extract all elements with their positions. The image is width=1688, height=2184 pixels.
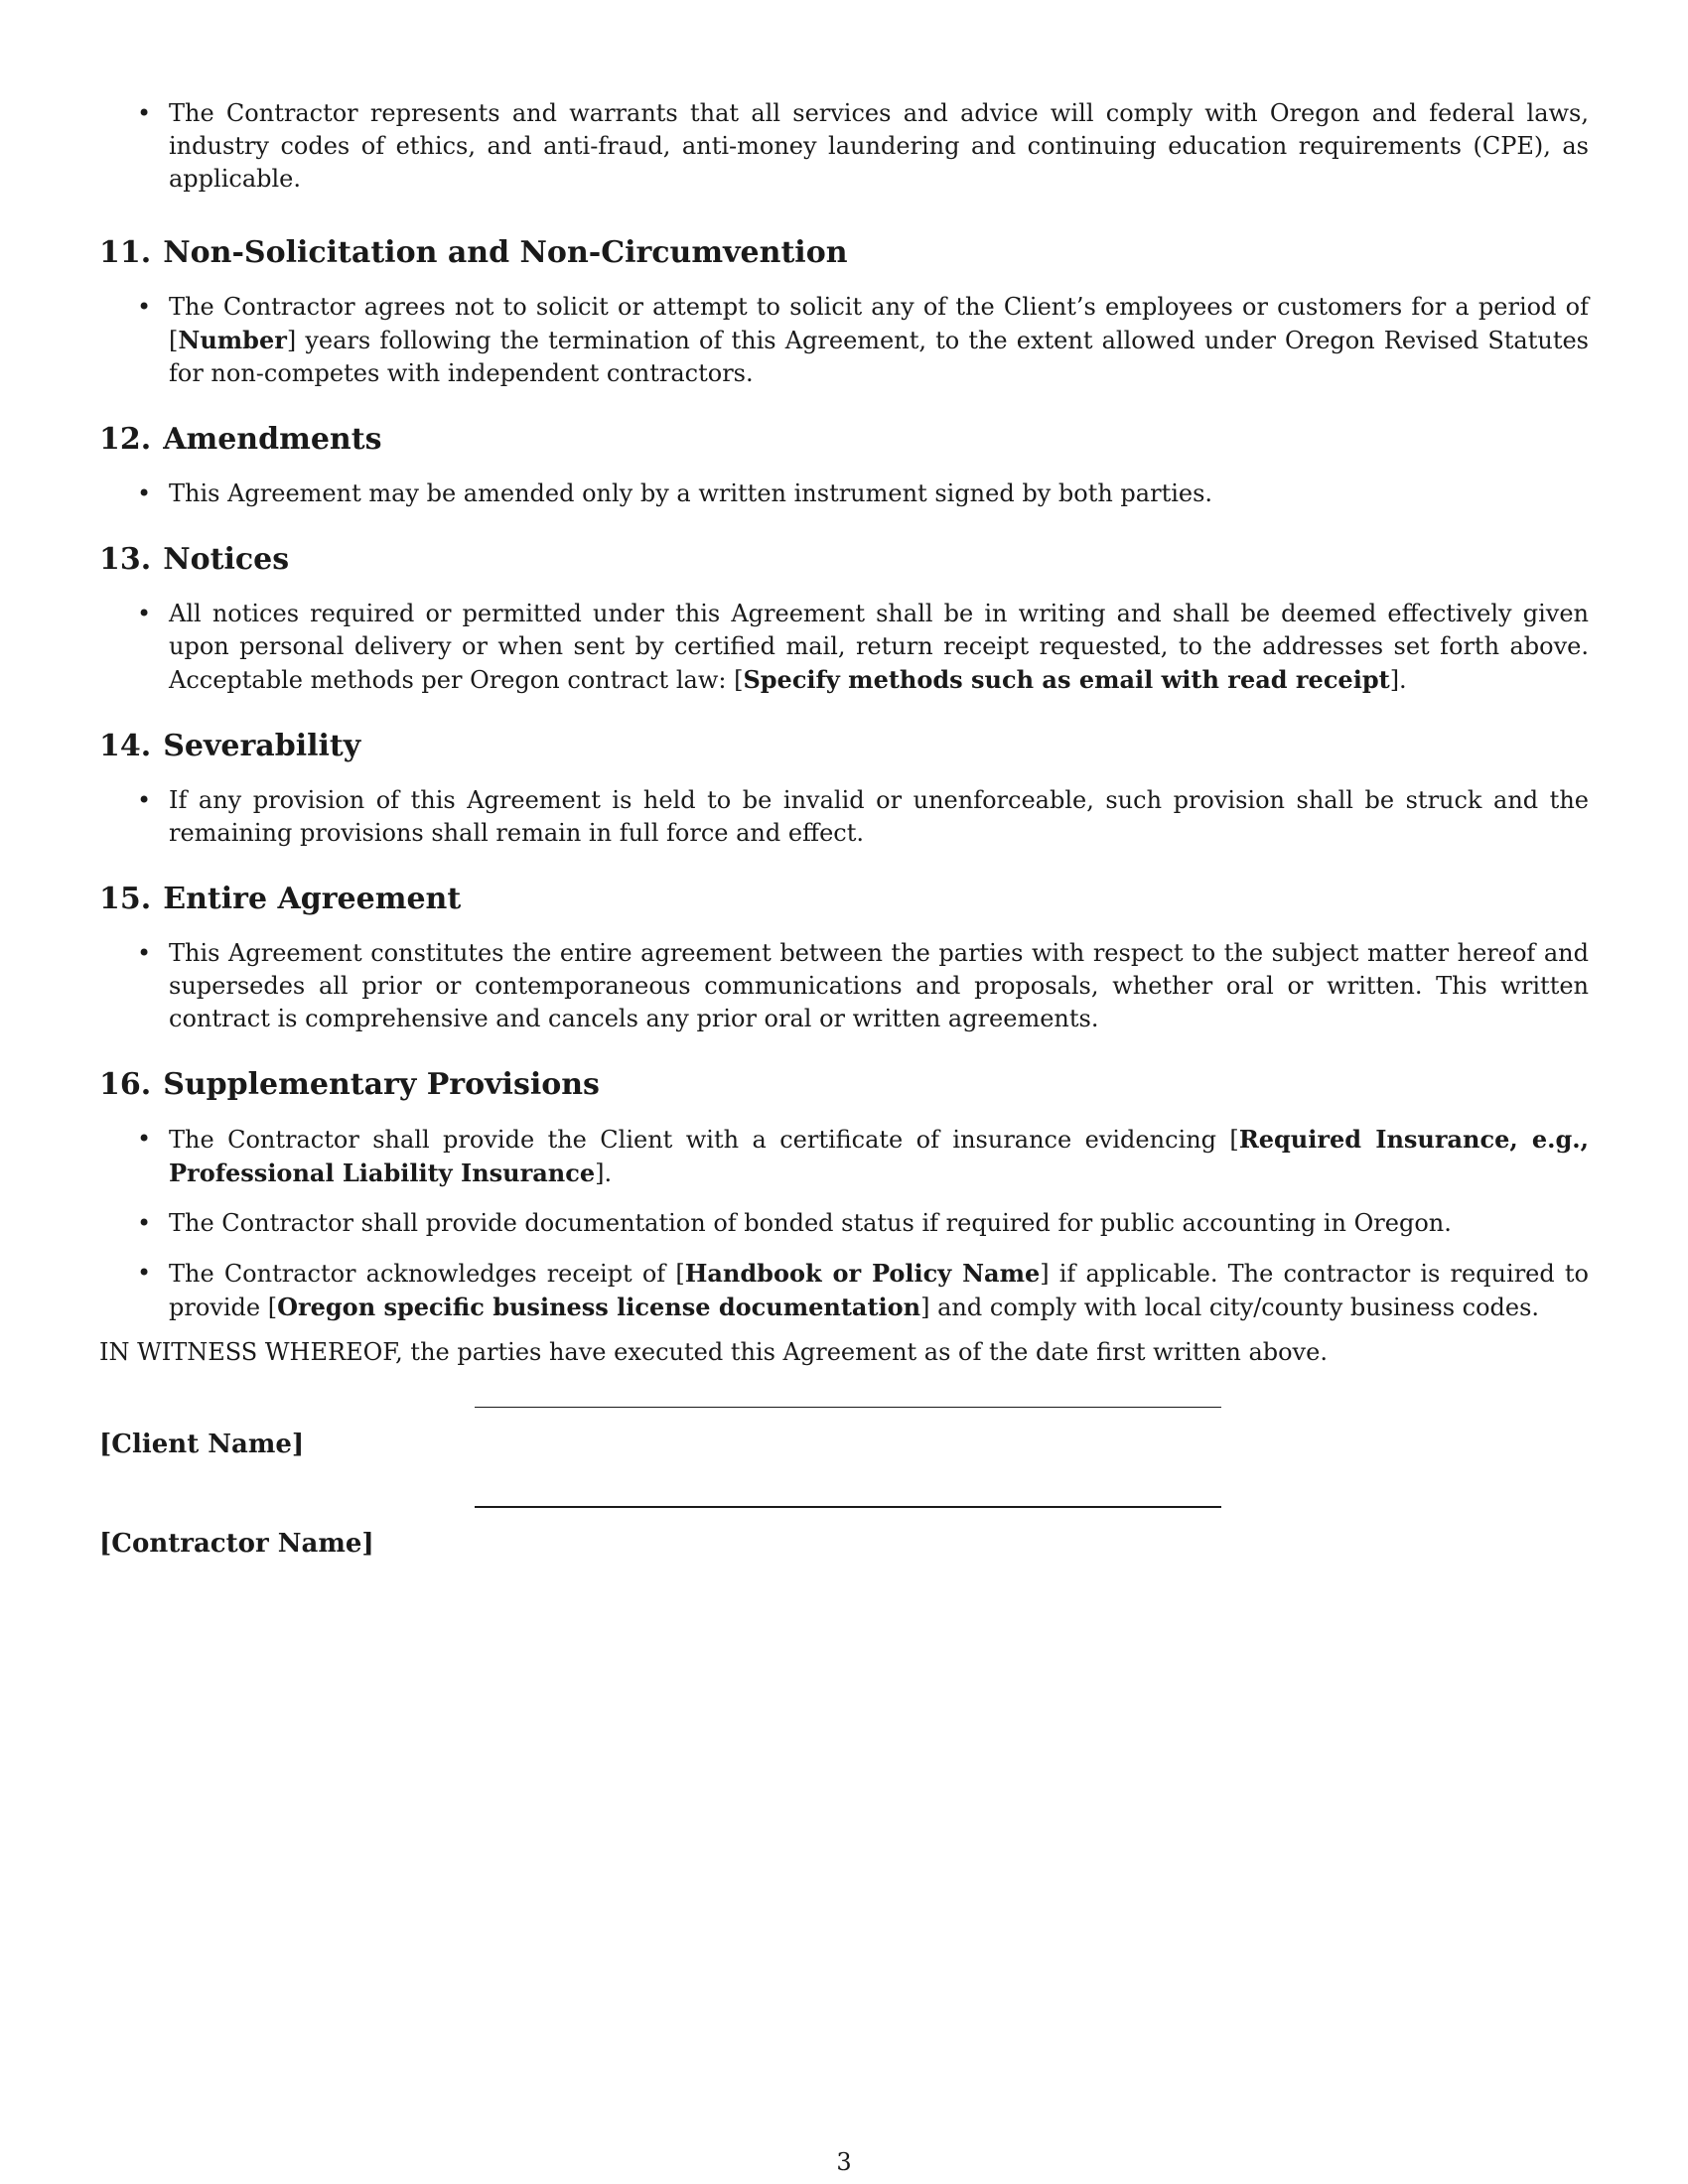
- clause-text: This Agreement may be amended only by a written instrument signed by both parties.: [169, 479, 1213, 507]
- clause-list: [99, 1123, 1589, 1324]
- page-number: 3: [836, 2148, 852, 2176]
- clause-text: [: [169, 327, 179, 354]
- section-11: [99, 233, 1589, 390]
- section-heading: [99, 880, 1589, 919]
- clause-text: All notices required or permitted under this Agreement shall be in writing and shall be deemed effectively given upon personal delivery or when sent by certified mail, return receipt requested, to the addresses set forth above. Acceptable methods per Oregon contract law: [: [169, 600, 1589, 694]
- clause-list: [99, 937, 1589, 1035]
- section-number: 15.: [99, 882, 152, 916]
- clause-text: This Agreement constitutes the entire agreement between the parties with respect to the subject matter hereof and supersedes all prior or contemporaneous communications and proposals, whether oral or written. This written contract is comprehensive and cancels any prior oral or written agreements.: [169, 939, 1589, 1032]
- clause-text: The Contractor agrees not to solicit or attempt to solicit any of the Client’s employees or customers for a period of: [169, 293, 1589, 321]
- client-signature-line: [475, 1407, 1221, 1408]
- clause-text: ] if applicable. The contractor is required to provide [: [169, 1260, 1589, 1321]
- section-heading: [99, 727, 1589, 766]
- contractor-signature-block: [99, 1506, 1589, 1605]
- list-item: [99, 1207, 1589, 1240]
- section-16: [99, 1065, 1589, 1324]
- clause-text: ].: [595, 1160, 613, 1187]
- list-item: [99, 1123, 1589, 1190]
- contractor-signature-line: [475, 1506, 1221, 1508]
- clause-text: ] and comply with local city/county business codes.: [920, 1294, 1540, 1321]
- placeholder-text: Specify methods such as email with read receipt: [743, 665, 1390, 694]
- section-15: [99, 880, 1589, 1035]
- clause-text: ].: [1389, 666, 1407, 694]
- section-number: 13.: [99, 542, 152, 577]
- section-12: [99, 420, 1589, 510]
- list-item: [99, 1257, 1589, 1324]
- list-item: [99, 598, 1589, 697]
- section-heading: [99, 420, 1589, 460]
- clause-text: The Contractor shall provide the Client with a certificate of insurance evidencing [: [169, 1126, 1239, 1154]
- placeholder-text: Oregon specific business license documentation: [277, 1293, 921, 1321]
- section-title: Notices: [163, 542, 290, 577]
- placeholder-text: Number: [178, 326, 287, 354]
- section-title: Amendments: [163, 422, 382, 457]
- section-title: Supplementary Provisions: [163, 1067, 600, 1102]
- placeholder-text: Handbook or Policy Name: [684, 1259, 1041, 1288]
- section-number: 11.: [99, 235, 152, 270]
- clause-list: [99, 784, 1589, 850]
- section-title: Non-Solicitation and Non-Circumvention: [163, 235, 848, 270]
- list-item: [99, 291, 1589, 390]
- clause-text: The Contractor shall provide documentation of bonded status if required for public accounting in Oregon.: [169, 1209, 1452, 1237]
- sections-container: [99, 233, 1589, 1324]
- document-content: [99, 97, 1589, 1605]
- clause-list: [99, 598, 1589, 697]
- clause-text: If any provision of this Agreement is held to be invalid or unenforceable, such provision shall be struck and the remaining provisions shall remain in full force and effect.: [169, 786, 1589, 847]
- section-number: 16.: [99, 1067, 152, 1102]
- clause-list: [99, 291, 1589, 390]
- intro-clause-list: [99, 97, 1589, 196]
- clause-text: ] years following the termination of this Agreement, to the extent allowed under Oregon Revised Statutes for non-competes with independent contractors.: [169, 327, 1589, 387]
- clause-text: The Contractor acknowledges receipt of [: [169, 1260, 685, 1288]
- section-13: [99, 540, 1589, 697]
- section-heading: [99, 540, 1589, 580]
- list-item: [99, 784, 1589, 850]
- client-name-label: [Client Name]: [99, 1430, 305, 1459]
- section-number: 14.: [99, 729, 152, 763]
- contractor-name-label: [Contractor Name]: [99, 1529, 374, 1559]
- list-item: • The Contractor represents and warrants that all services and advice will comply with Oregon and federal laws, industry codes of ethics, and anti-fraud, anti-money laundering and continuing education requirements (CPE), as applicable.: [99, 97, 1589, 196]
- placeholder-text: Required Insurance, e.g., Professional Liability Insurance: [169, 1125, 1589, 1187]
- section-heading: [99, 1065, 1589, 1105]
- client-signature-block: [99, 1407, 1589, 1506]
- section-title: Severability: [163, 729, 361, 763]
- section-title: Entire Agreement: [163, 882, 462, 916]
- list-item: [99, 937, 1589, 1035]
- section-heading: [99, 233, 1589, 273]
- list-item: [99, 478, 1589, 510]
- clause-list: [99, 478, 1589, 510]
- section-14: [99, 727, 1589, 850]
- witness-statement: IN WITNESS WHEREOF, the parties have executed this Agreement as of the date first written above.: [99, 1338, 1328, 1366]
- section-number: 12.: [99, 422, 152, 457]
